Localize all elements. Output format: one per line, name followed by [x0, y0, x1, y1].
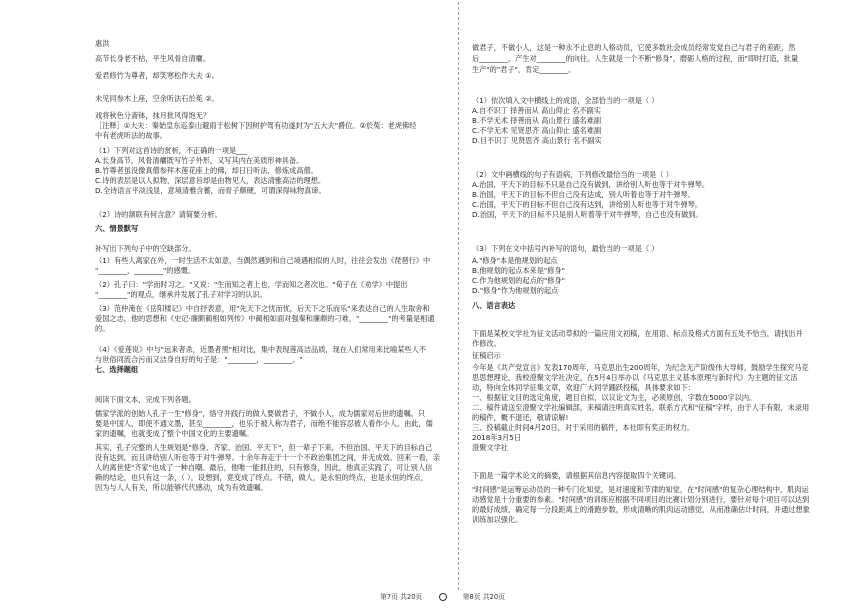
left-text-line-33: 赖的结论，也只有这一条，（ ），设想到，竟变成了终点。不错，做人，是永恒的终点，也是永恒的终点，	[95, 473, 428, 482]
right-text-line-13: D.治国，平天下的目标不只是别人听着等于对牛弹琴，自己也没有做到。	[472, 210, 703, 219]
left-text-line-15: 补写出下列句子中的空缺部分。	[95, 244, 196, 253]
left-text-line-16: （1）有些人离家在外，一时生活不太如意，当偶然遇到和自己境遇相似的人时，往往会发出《琵琶行》中	[95, 256, 431, 265]
right-text-line-29: 三、投稿截止时间4月20日，对于采用的稿件，本社即有奖正的权力。	[472, 423, 695, 432]
right-text-line-9: （2）文中画横线的句子有语病，下列修改最恰当的一项是（ ）	[472, 170, 673, 179]
left-text-line-13: （2）诗的颔联有何含意？请简要分析。	[95, 210, 222, 219]
left-text-line-26: 阅读下面文本，完成下列各题。	[95, 395, 196, 404]
right-text-line-35: 的最好成绩，确定每一分段距离上的滑跑步数，形成清晰的肌肉运动感觉，从而准确估计时间，并通过想象	[472, 505, 810, 514]
left-text-line-19: "________"的观点，继承并发展了孔子对学习的认识。	[95, 290, 267, 299]
right-text-line-4: （1）依次填入文中横线上的成语，全部恰当的一项是（ ）	[472, 96, 659, 105]
left-text-line-9: A.长身高节，风骨清癯既写竹子外形，又写其内在美质形神具备。	[95, 156, 304, 165]
right-text-line-20: 下面是某校文学社为征文活动草拟的一篇应用文初稿，在用语、标点及格式方面有五处不恰当，请找出并	[472, 329, 803, 338]
left-text-line-4: 未见同参木上座，空余听法石於菟 ②。	[95, 94, 219, 103]
left-text-line-17: "________，________"的感慨。	[95, 266, 196, 275]
right-text-line-23: 今年是《共产党宣言》发表170周年，马克思出生200周年，为纪念无产阶级伟大导师，鼓励学生探究马克	[472, 363, 809, 372]
right-text-line-10: A.治国，平天下的目标不只是自己没有做到，讲给别人听也等于对牛弹琴。	[472, 180, 710, 189]
right-text-line-26: 一、根据征文目的选定角度，题目自拟，以议论文为主，必须原创，字数在5000字以内。	[472, 393, 757, 402]
left-text-line-10: B.竹尊者虽没像真僧参拜木莲花座上的佛，却日日听法，修炼成高僧。	[95, 166, 318, 175]
left-text-line-20: （3）范仲淹在《岳阳楼记》中自抒表意，用"先天下之忧而忧，后天下之乐而乐"来表达自己的人生取舍和	[95, 304, 430, 313]
left-text-line-32: 人的离世使"齐家"也成了一种自嘲。最后，他唯一能抓住的，只有修身，因此，他真正实践了，可让别人信	[95, 463, 433, 472]
right-text-line-34: 动感觉是十分重要的参素。"时间感"的训练应根据不同项目的比赛计划分别进行，要针对每个项目可以达到	[472, 495, 810, 504]
right-text-line-2: 后________，产生对________的向往。人生就是一个不断"修身"，磨砺人格的过程，而"即时打造，批量	[472, 54, 799, 63]
right-text-line-11: B.治国，平天下的目标不但自己没有达成，别人听着也等于对牛弹琴。	[472, 190, 695, 199]
left-text-line-34: 因为与人人有关，所以能够代代感动，成为有效遗嘱。	[95, 483, 268, 492]
left-text-line-27: 儒家学派的创始人孔子一生"修身"，恪守并践行的做人要做君子，不做小人，成为儒家对后世的遗嘱。只	[95, 409, 426, 418]
left-text-line-14: 六、情景默写	[95, 224, 139, 233]
left-text-line-21: 爱国之志，他的思想和《史记·廉颇蔺相如列传》中蔺相如面对强秦和廉颇的刁难，"________"的考量是相通	[95, 314, 435, 323]
left-text-line-3: 爱君修竹为尊者，却笑寒松作大夫 ①。	[95, 71, 219, 80]
right-text-line-28: 的稿件，概不退还，敬请谅解!	[472, 413, 569, 422]
left-text-line-11: C.诗的表层是以人拟物，深层意旨却是由物见人，表达清雅高洁的理想。	[95, 176, 326, 185]
right-text-line-19: 八、语言表达	[472, 301, 516, 310]
page-footer	[380, 591, 505, 601]
left-text-line-5: 戏将秋色分斋钵，抹月批风得饱无？	[95, 111, 211, 120]
right-text-line-31: 澄聚文学社	[472, 443, 508, 452]
left-text-line-8: （1）下列对这首诗的赏析，不正确的一项是___	[95, 146, 247, 155]
right-text-line-22: 征稿启示	[472, 351, 501, 360]
right-text-line-8: D.目不识丁 见贤思齐 高山景行 名不副实	[472, 136, 602, 145]
left-page-number: 第7页 共20页	[380, 593, 423, 601]
left-text-line-29: 家的遗嘱，也就变成了整个中国文化的主要遗嘱。	[95, 429, 254, 438]
left-text-line-18: （2）孔子曰："学而时习之。"又说："生而知之者上也，学而知之者次也。"荀子在《劝学》中提出	[95, 280, 408, 289]
right-text-line-18: D."修身"作为他规划的起点	[472, 286, 559, 295]
right-text-line-32: 下面是一篇学术论文的摘要，请根据其信息内容提取四个关键词。	[472, 471, 681, 480]
left-text-line-1: 惠洪	[95, 39, 110, 48]
right-text-line-7: C.不学无术 见贤思齐 高山仰止 盛名难副	[472, 126, 602, 135]
right-text-line-5: A.自不识丁 择善而从 高山仰止 名不副实	[472, 106, 601, 115]
left-text-line-2: 高节长身老不枯，平生风骨自清癯。	[95, 54, 211, 63]
right-page-number: 第8页 共20页	[462, 593, 505, 601]
left-text-line-6: ［注释］①大夫：秦始皇东巡泰山避雨于松树下因树护驾有功遂封为"五大夫"爵位。②於菟：老虎佛经	[95, 121, 417, 130]
left-text-line-24: 与世俗同流合污而又洁身自好的句子是："________，________。"	[95, 355, 303, 364]
left-text-line-25: 七、选择题组	[95, 365, 139, 374]
right-text-line-36: 训练加以强化。	[472, 515, 523, 524]
right-text-line-30: 2018年3月5日	[472, 433, 522, 442]
right-text-line-6: B.不学无术 择善而从 高山景行 盛名难副	[472, 116, 602, 125]
right-text-line-3: 生产"的"君子"，肯定________。	[472, 65, 576, 74]
right-text-line-1: 做君子，不做小人，这是一种永不止息的人格动员，它使多数社会成员经常发觉自己与君子的差距，然	[472, 43, 796, 52]
right-text-line-27: 二、稿件请送至澄聚文学社编辑部，来稿请注明真实姓名，联系方式和"征稿"字样，由于人手有限，未录用	[472, 403, 810, 412]
left-text-line-23: （4）《爱莲说》中与"远来者杀，近墨者黑"相对比，集中表现莲高洁品质，现在人们常用来比喻某些人不	[95, 345, 427, 354]
left-text-line-30: 其实，孔子完整的人生规划是"修身、齐家、治国、平天下"，但一辈子下来，不但治国、平天下的目标自己	[95, 443, 433, 452]
binding-hole-icon	[439, 593, 447, 601]
left-text-line-28: 要是中国人，即使不通文墨，甚至________，也乐于被人称为君子，而绝不能容忍被人看作小人。由此，儒	[95, 419, 433, 428]
left-text-line-31: 没有达到，而且讲给别人听也等于对牛弹琴。十余年奔走于十一个不政治集团之间，并无成效。回来一看，亲	[95, 453, 441, 462]
right-text-line-14: （3）下列在文中括号内补写的语句，最恰当的一项是（ ）	[472, 244, 659, 253]
right-text-line-33: "时间感"是运筹运动员的一种专门化知觉，是对速度和节律的知觉，在"时间感"的复杂心理结构中，肌肉运	[472, 485, 809, 494]
right-text-line-16: B.他规划的起点本来是"修身"	[472, 266, 565, 275]
right-text-line-12: C.治国，平天下的目标不但自己没有达到，讲给别人听也等于对牛弹琴。	[472, 200, 703, 209]
column-divider	[458, 2, 459, 590]
left-text-line-7: 中有老虎听法的故事。	[95, 131, 167, 140]
right-text-line-25: 动，特向全体同学征集文章，欢迎广大同学踊跃投稿，具体要求如下：	[472, 383, 695, 392]
left-text-line-22: 的。	[95, 324, 110, 333]
left-text-line-12: D.全诗语言平淡浅显，意境清雅含蓄，而骨子颇硬，可谓深得咏物真谛。	[95, 186, 326, 195]
right-text-line-15: A."修身"本是他规划的起点	[472, 256, 558, 265]
right-text-line-17: C.作为他规划的起点的"修身"	[472, 276, 565, 285]
right-text-line-21: 作修改。	[472, 339, 501, 348]
right-text-line-24: 思思想理论，我校澄聚文学社决定，在5月4日举办以《马克思主义基本原理与新时代》为主题的征文活	[472, 373, 798, 382]
